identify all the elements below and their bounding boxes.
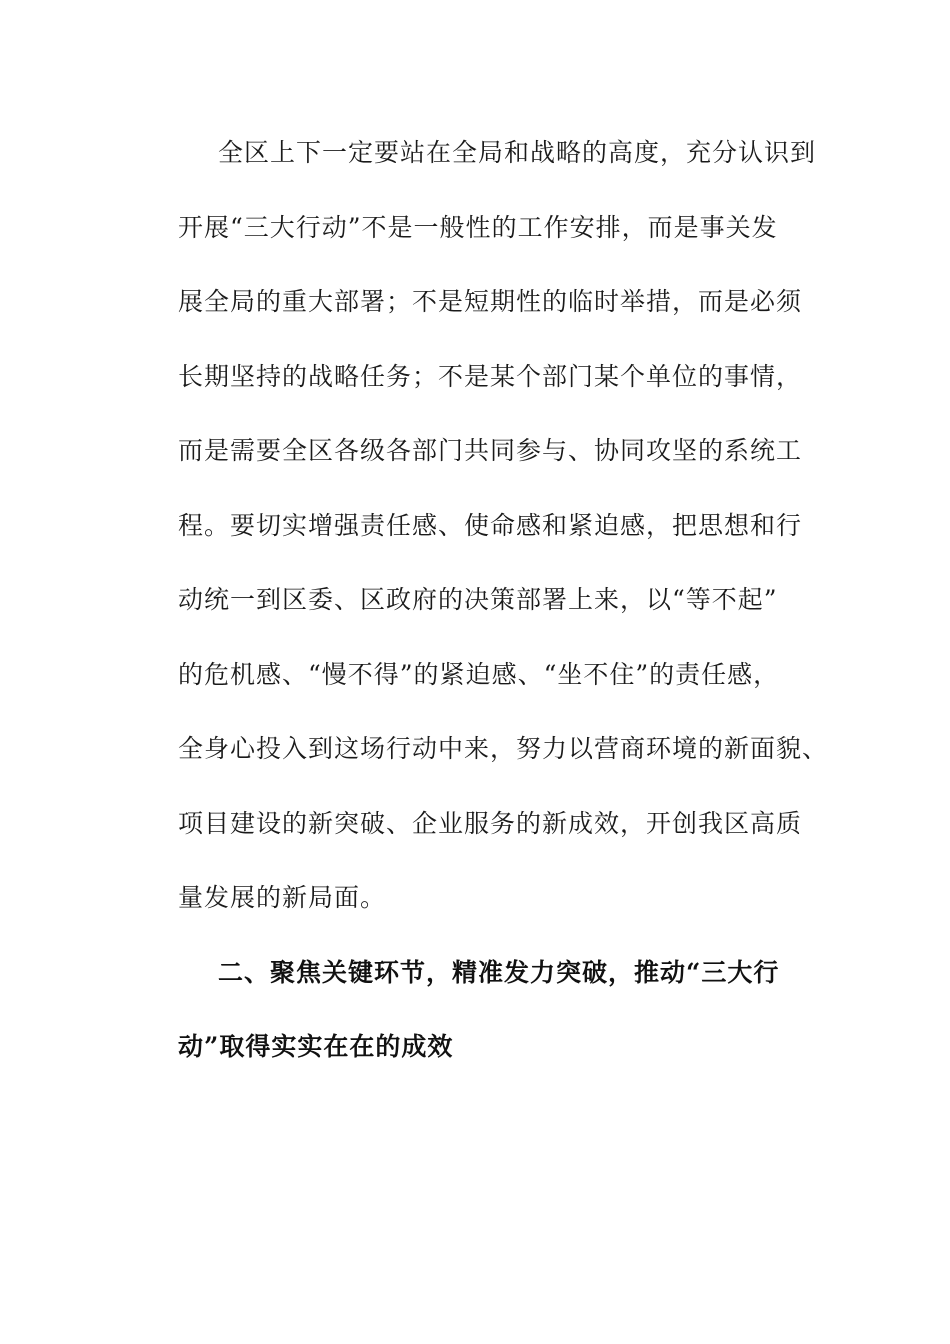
heading-line-1: 二、聚焦关键环节，精准发力突破，推动“三大行: [218, 957, 780, 987]
paragraph-line-3: 展全局的重大部署；不是短期性的临时举措，而是必须: [178, 287, 803, 316]
paragraph-line-2: 开展“三大行动”不是一般性的工作安排，而是事关发: [178, 212, 778, 242]
paragraph-line-8: 的危机感、“慢不得”的紧迫感、“坐不住”的责任感，: [178, 659, 780, 689]
paragraph-line-7: 动统一到区委、区政府的决策部署上来，以“等不起”: [178, 585, 778, 614]
paragraph-line-11: 量发展的新局面。: [178, 883, 387, 912]
paragraph-line-4: 长期坚持的战略任务；不是某个部门某个单位的事情，: [178, 361, 803, 391]
paragraph-line-5: 而是需要全区各级各部门共同参与、协同攻坚的系统工: [178, 436, 803, 465]
body-paragraph: [178, 128, 838, 948]
section-heading: [178, 948, 838, 1097]
paragraph-line-6: 程。要切实增强责任感、使命感和紧迫感，把思想和行: [178, 510, 803, 540]
document-body: [178, 128, 838, 1097]
paragraph-line-9: 全身心投入到这场行动中来，努力以营商环境的新面貌、: [178, 734, 829, 763]
paragraph-line-10: 项目建设的新突破、企业服务的新成效，开创我区高质: [178, 808, 803, 838]
heading-line-2: 动”取得实实在在的成效: [178, 1032, 454, 1061]
paragraph-line-1: 全区上下一定要站在全局和战略的高度，充分认识到: [218, 138, 817, 167]
